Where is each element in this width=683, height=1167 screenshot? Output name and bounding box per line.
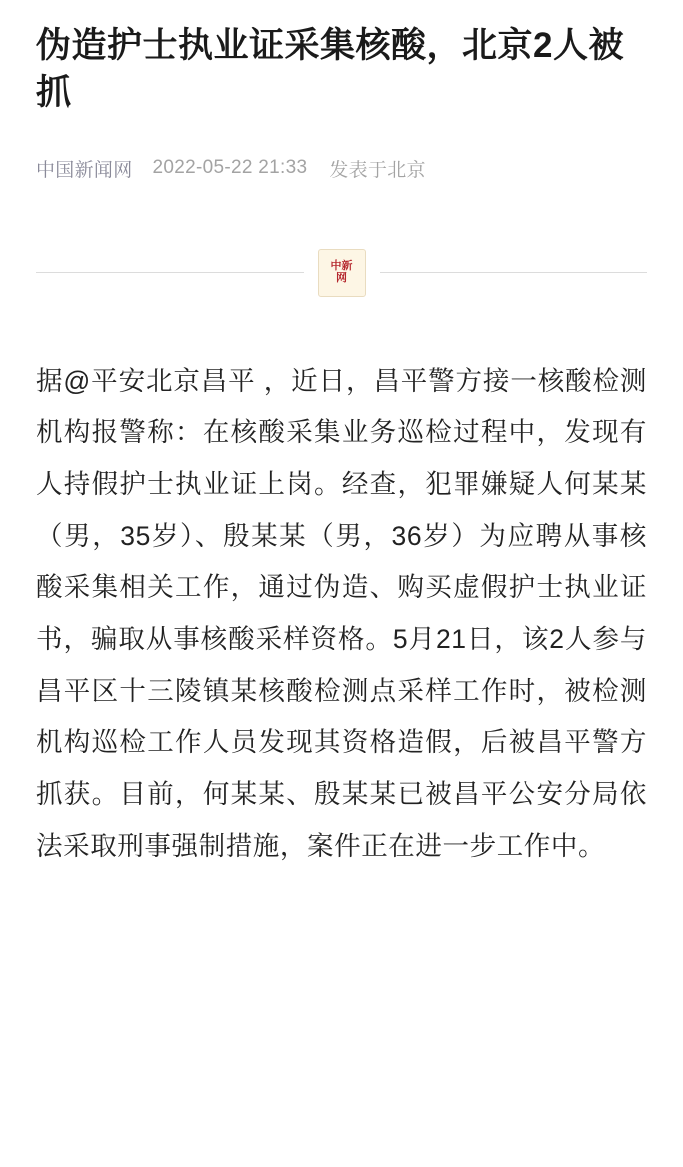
divider-right bbox=[380, 272, 648, 273]
article-body bbox=[36, 356, 647, 873]
divider-left bbox=[36, 272, 304, 273]
article-meta bbox=[36, 155, 647, 182]
page-title: 伪造护士执业证采集核酸，北京2人被抓 bbox=[36, 26, 624, 113]
article-paragraph: 据@平安北京昌平 ，近日，昌平警方接一核酸检测机构报警称：在核酸采集业务巡检过程中，发现有人持假护士执业证上岗。经查，犯罪嫌疑人何某某（男，35岁）、殷某某（男，36岁）为应聘从事核酸采集相关工作，通过伪造、购买虚假护士执业证书，骗取从事核酸采样资格。5月21日，该2人参与昌平区十三陵镇某核酸检测点采样工作时，被检测机构巡检工作人员发现其资格造假，后被昌平警方抓获。目前，何某某、殷某某已被昌平公安分局依法采取刑事强制措施，案件正在进一步工作中。 bbox=[36, 365, 647, 861]
divider-with-logo bbox=[36, 250, 647, 296]
article-timestamp: 2022-05-22 21:33 bbox=[152, 157, 308, 178]
publisher-logo-label: 中新网 bbox=[330, 259, 353, 284]
publisher-logo-icon bbox=[318, 249, 366, 297]
article-location: 发表于北京 bbox=[329, 159, 426, 181]
article-source[interactable]: 中国新闻网 bbox=[36, 159, 133, 181]
